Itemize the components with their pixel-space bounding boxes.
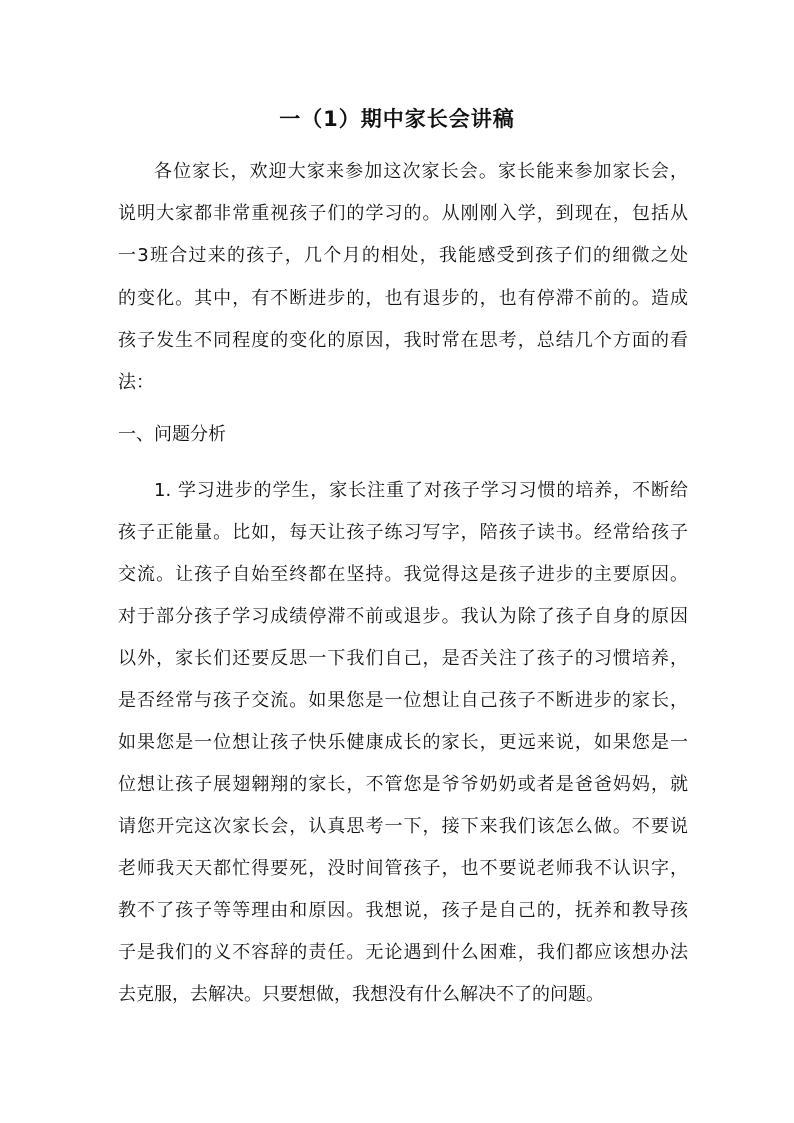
- paragraph-line: 位想让孩子展翅翱翔的家长，不管您是爷爷奶奶或者是爸爸妈妈，就: [118, 774, 688, 795]
- paragraph-line: 交流。让孩子自始至终都在坚持。我觉得这是孩子进步的主要原因。: [118, 564, 688, 585]
- intro-line: 孩子发生不同程度的变化的原因，我时常在思考，总结几个方面的看: [118, 330, 688, 351]
- paragraph-line: 教不了孩子等等理由和原因。我想说，孩子是自己的，抚养和教导孩: [118, 900, 688, 921]
- paragraph-line: 对于部分孩子学习成绩停滞不前或退步。我认为除了孩子自身的原因: [118, 606, 688, 627]
- paragraph-line: 孩子正能量。比如，每天让孩子练习写字，陪孩子读书。经常给孩子: [118, 522, 688, 543]
- paragraph-line: 如果您是一位想让孩子快乐健康成长的家长，更远来说，如果您是一: [118, 732, 688, 753]
- paragraph-line: 子是我们的义不容辞的责任。无论遇到什么困难，我们都应该想办法: [118, 942, 688, 963]
- paragraph-line: 1. 学习进步的学生，家长注重了对孩子学习习惯的培养，不断给: [154, 480, 688, 501]
- intro-line: 一3班合过来的孩子，几个月的相处，我能感受到孩子们的细微之处: [118, 245, 688, 266]
- intro-line: 说明大家都非常重视孩子们的学习的。从刚刚入学，到现在，包括从: [118, 203, 688, 224]
- page-title: 一（1）期中家长会讲稿: [279, 107, 515, 131]
- section-heading: 一、问题分析: [118, 424, 226, 445]
- intro-line: 各位家长，欢迎大家来参加这次家长会。家长能来参加家长会，: [154, 161, 688, 182]
- paragraph-line: 老师我天天都忙得要死，没时间管孩子，也不要说老师我不认识字，: [118, 858, 688, 879]
- intro-line: 的变化。其中，有不断进步的，也有退步的，也有停滞不前的。造成: [118, 288, 688, 309]
- paragraph-line: 去克服，去解决。只要想做，我想没有什么解决不了的问题。: [118, 984, 604, 1005]
- intro-line: 法：: [118, 372, 154, 393]
- paragraph-line: 以外，家长们还要反思一下我们自己，是否关注了孩子的习惯培养，: [118, 648, 688, 669]
- paragraph-line: 请您开完这次家长会，认真思考一下，接下来我们该怎么做。不要说: [118, 816, 688, 837]
- paragraph-line: 是否经常与孩子交流。如果您是一位想让自己孩子不断进步的家长，: [118, 690, 688, 711]
